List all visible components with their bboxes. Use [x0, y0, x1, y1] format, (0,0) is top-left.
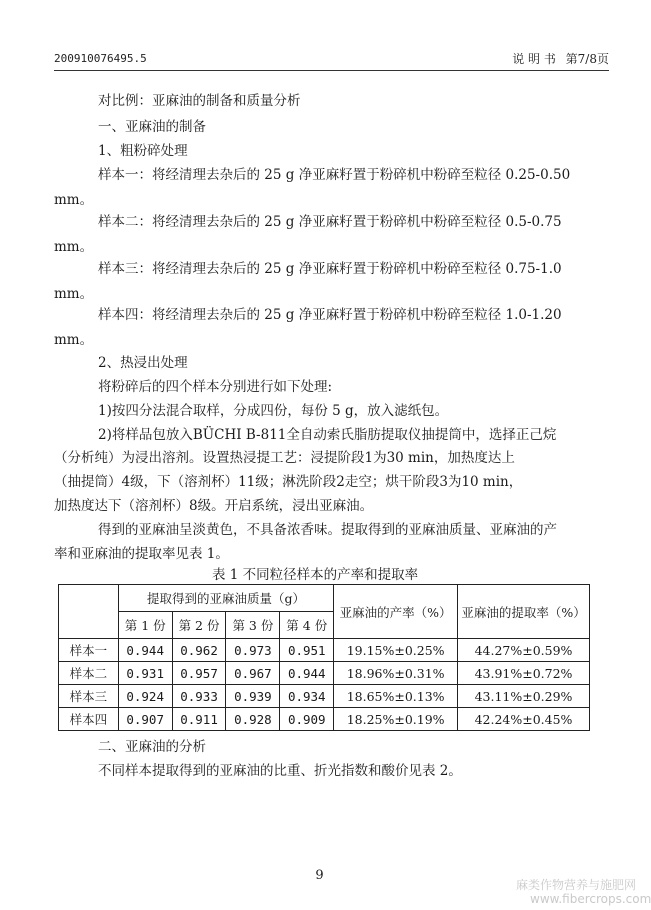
mass-cell: 0.928 — [226, 708, 280, 731]
paragraph-process-intro: 将粉碎后的四个样本分别进行如下处理: — [98, 379, 333, 395]
mass-cell: 0.934 — [280, 685, 334, 708]
mass-cell: 0.962 — [172, 639, 226, 662]
watermark-url: www.fibercrops.com — [530, 892, 651, 906]
table-1 — [58, 584, 590, 731]
portion-header: 第 1 份 — [118, 612, 172, 639]
table-1-caption: 表 1 不同粒径样本的产率和提取率 — [212, 567, 419, 583]
extraction-cell: 43.11%±0.29% — [458, 685, 590, 708]
page-number: 9 — [315, 868, 324, 883]
yield-header: 亚麻油的产率（%） — [334, 585, 458, 639]
application-number: 200910076495.5 — [54, 52, 147, 65]
table-row — [59, 685, 590, 708]
sample-1-text: 样本一：将经清理去杂后的 25 g 净亚麻籽置于粉碎机中粉碎至粒径 0.25-0.50 — [98, 167, 571, 183]
sample-4-text: 样本四：将经清理去杂后的 25 g 净亚麻籽置于粉碎机中粉碎至粒径 1.0-1.20 — [98, 307, 562, 323]
yield-cell: 18.25%±0.19% — [334, 708, 458, 731]
mass-header: 提取得到的亚麻油质量（g） — [118, 585, 333, 612]
mass-cell: 0.957 — [172, 662, 226, 685]
table-corner-cell — [59, 585, 119, 639]
heading-coarse-grinding: 1、粗粉碎处理 — [98, 143, 188, 159]
section-title: 说 明 书 — [512, 52, 556, 66]
sample-1-unit: mm。 — [54, 192, 94, 208]
extraction-cell: 43.91%±0.72% — [458, 662, 590, 685]
mass-cell: 0.939 — [226, 685, 280, 708]
sample-2-text: 样本二：将经清理去杂后的 25 g 净亚麻籽置于粉碎机中粉碎至粒径 0.5-0.75 — [98, 214, 562, 230]
header-right — [506, 50, 609, 67]
sample-3-unit: mm。 — [54, 286, 94, 302]
header-divider — [54, 70, 609, 71]
mass-cell: 0.907 — [118, 708, 172, 731]
heading-hot-leaching: 2、热浸出处理 — [98, 355, 188, 371]
paragraph-analysis: 不同样本提取得到的亚麻油的比重、折光指数和酸价见表 2。 — [98, 763, 462, 779]
table-row — [59, 639, 590, 662]
paragraph-result-line-1: 得到的亚麻油呈淡黄色，不具备浓香味。提取得到的亚麻油质量、亚麻油的产 — [98, 522, 557, 538]
watermark-cn: 麻类作物营养与施肥网 — [516, 878, 637, 892]
table-row — [59, 662, 590, 685]
extraction-cell: 44.27%±0.59% — [458, 639, 590, 662]
sample-2-unit: mm。 — [54, 239, 94, 255]
mass-cell: 0.933 — [172, 685, 226, 708]
row-label: 样本二 — [59, 662, 119, 685]
mass-cell: 0.924 — [118, 685, 172, 708]
heading-comparative-example: 对比例：亚麻油的制备和质量分析 — [98, 93, 301, 109]
sample-3-text: 样本三：将经清理去杂后的 25 g 净亚麻籽置于粉碎机中粉碎至粒径 0.75-1.0 — [98, 261, 562, 277]
paragraph-step-2-line-4: 加热度达下（溶剂杯）8级。开启系统，浸出亚麻油。 — [54, 498, 374, 514]
row-label: 样本四 — [59, 708, 119, 731]
paragraph-step-1: 1)按四分法混合取样，分成四份，每份 5 g，放入滤纸包。 — [98, 403, 449, 419]
yield-cell: 19.15%±0.25% — [334, 639, 458, 662]
heading-preparation: 一、亚麻油的制备 — [98, 119, 206, 135]
portion-header: 第 2 份 — [172, 612, 226, 639]
yield-cell: 18.65%±0.13% — [334, 685, 458, 708]
extraction-cell: 42.24%±0.45% — [458, 708, 590, 731]
paragraph-step-2-line-3: （抽提筒）4级，下（溶剂杯）11级；淋洗阶段2走空；烘干阶段3为10 min， — [54, 474, 523, 490]
paragraph-step-2-line-1: 2)将样品包放入BÜCHI B-811全自动索氏脂肪提取仪抽提筒中，选择正己烷 — [98, 427, 557, 443]
page-indicator: 第7/8页 — [565, 52, 609, 66]
yield-cell: 18.96%±0.31% — [334, 662, 458, 685]
portion-header: 第 3 份 — [226, 612, 280, 639]
mass-cell: 0.967 — [226, 662, 280, 685]
row-label: 样本三 — [59, 685, 119, 708]
heading-analysis: 二、亚麻油的分析 — [98, 739, 206, 755]
row-label: 样本一 — [59, 639, 119, 662]
mass-cell: 0.944 — [118, 639, 172, 662]
paragraph-result-line-2: 率和亚麻油的提取率见表 1。 — [54, 546, 229, 562]
portion-header: 第 4 份 — [280, 612, 334, 639]
mass-cell: 0.944 — [280, 662, 334, 685]
table-row — [59, 708, 590, 731]
extraction-header: 亚麻油的提取率（%） — [458, 585, 590, 639]
sample-4-unit: mm。 — [54, 332, 94, 348]
mass-cell: 0.911 — [172, 708, 226, 731]
page-header — [54, 48, 609, 68]
mass-cell: 0.973 — [226, 639, 280, 662]
mass-cell: 0.909 — [280, 708, 334, 731]
paragraph-step-2-line-2: （分析纯）为浸出溶剂。设置热浸提工艺：浸提阶段1为30 min，加热度达上 — [54, 450, 515, 466]
mass-cell: 0.951 — [280, 639, 334, 662]
mass-cell: 0.931 — [118, 662, 172, 685]
